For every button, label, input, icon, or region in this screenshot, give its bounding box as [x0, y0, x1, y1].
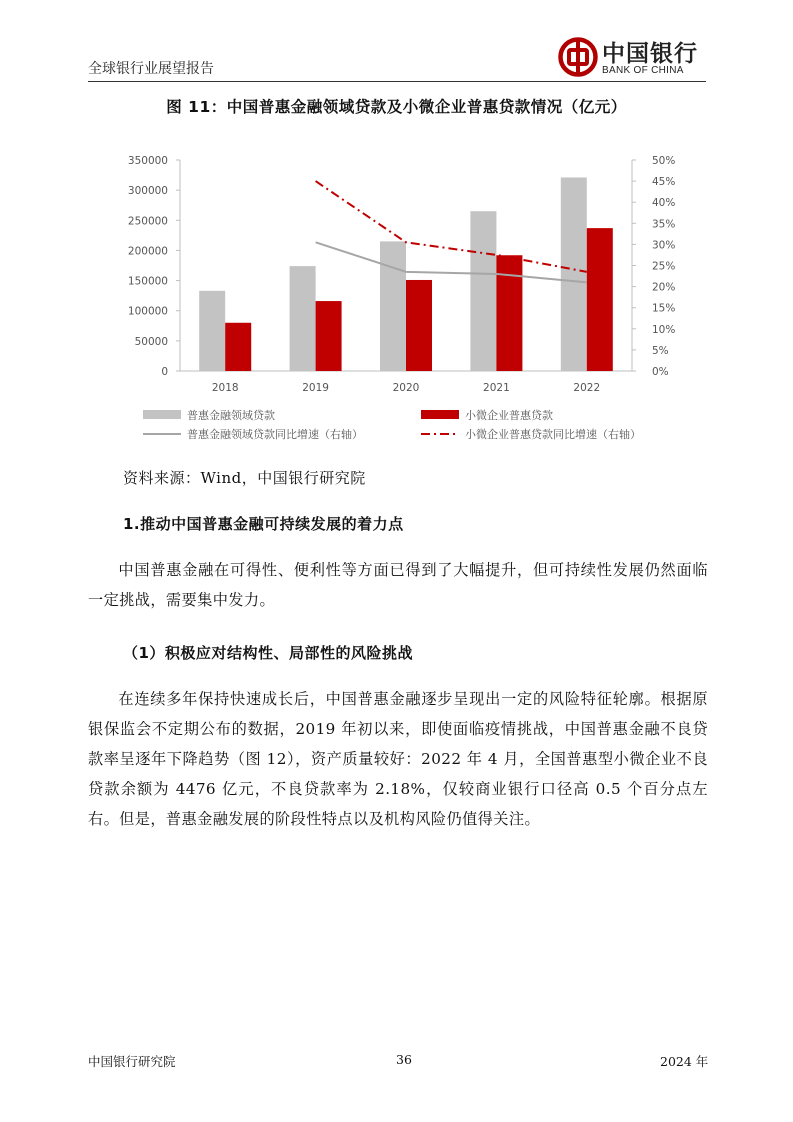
legend-label: 小微企业普惠贷款: [465, 409, 553, 422]
paragraph-2: 在连续多年保持快速成长后，中国普惠金融逐步呈现出一定的风险特征轮廓。根据原银保监会不定期公布的数据，2019 年初以来，即使面临疫情挑战，中国普惠金融不良贷款率呈逐年下降趋势（图 12），资产质量较好：2022 年 4 月，全国普惠型小微企业不良贷款余额为 4476 亿元，不良贷款率为 2.18%，仅较商业银行口径高 0.5 个百分点左右。但是，普惠金融发展的阶段性特点以及机构风险仍值得关注。: [88, 690, 708, 828]
bar-micro-small-loans: [587, 228, 613, 371]
legend-label: 普惠金融领域贷款: [187, 409, 275, 422]
left-axis-tick-label: 150000: [127, 275, 168, 288]
left-axis-tick-label: 300000: [127, 185, 168, 198]
right-axis-tick-label: 45%: [652, 176, 676, 189]
legend-label: 普惠金融领域贷款同比增速（右轴）: [187, 428, 363, 441]
right-axis-tick-label: 30%: [652, 239, 676, 252]
left-axis-tick-label: 350000: [127, 155, 168, 167]
footer-org: 中国银行研究院: [88, 1054, 176, 1069]
figure-title: 图 11：中国普惠金融领域贷款及小微企业普惠贷款情况（亿元）: [166, 98, 627, 116]
left-axis-tick-label: 0: [161, 366, 168, 378]
figure-source: 资料来源：Wind，中国银行研究院: [123, 469, 366, 487]
logo-chinese-name: 中国银行: [602, 40, 698, 67]
x-axis-tick-label: 2021: [483, 382, 510, 394]
left-axis-tick-label: 100000: [127, 305, 168, 318]
right-axis-tick-label: 0%: [652, 366, 669, 378]
bar-inclusive-loans: [199, 291, 225, 371]
right-axis-tick-label: 5%: [652, 344, 669, 357]
right-axis-tick-label: 50%: [652, 155, 676, 167]
line-micro-small-growth: [316, 181, 587, 272]
right-axis-tick-label: 35%: [652, 218, 676, 231]
right-axis-tick-label: 20%: [652, 281, 676, 294]
report-title: 全球银行业展望报告: [88, 61, 214, 77]
bar-micro-small-loans: [225, 323, 251, 371]
bar-inclusive-loans: [290, 266, 316, 371]
logo-english-name: BANK OF CHINA: [602, 65, 684, 76]
section-heading-2: （1）积极应对结构性、局部性的风险挑战: [123, 644, 413, 662]
right-axis-tick-label: 25%: [652, 260, 676, 273]
x-axis-tick-label: 2022: [573, 382, 601, 394]
left-axis-tick-label: 50000: [134, 335, 168, 348]
loan-chart: [0, 0, 793, 460]
paragraph-1: 中国普惠金融在可得性、便利性等方面已得到了大幅提升，但可持续性发展仍然面临一定挑战，需要集中发力。: [88, 561, 708, 609]
bar-micro-small-loans: [406, 280, 432, 371]
legend-swatch: [143, 410, 181, 419]
legend-swatch: [421, 410, 459, 419]
right-axis-tick-label: 15%: [652, 302, 676, 315]
left-axis-tick-label: 200000: [127, 245, 168, 258]
legend-label: 小微企业普惠贷款同比增速（右轴）: [465, 428, 641, 441]
right-axis-tick-label: 10%: [652, 323, 676, 336]
bar-micro-small-loans: [316, 301, 342, 371]
bar-inclusive-loans: [380, 241, 406, 371]
section-heading-1: 1.推动中国普惠金融可持续发展的着力点: [123, 515, 404, 533]
bar-inclusive-loans: [470, 211, 496, 371]
page-number: 36: [396, 1052, 412, 1067]
x-axis-tick-label: 2019: [302, 382, 329, 394]
left-axis-tick-label: 250000: [127, 215, 168, 228]
footer-year: 2024 年: [660, 1054, 709, 1069]
bar-micro-small-loans: [496, 255, 522, 371]
x-axis-tick-label: 2018: [211, 382, 239, 394]
right-axis-tick-label: 40%: [652, 197, 676, 210]
x-axis-tick-label: 2020: [392, 382, 420, 394]
bar-inclusive-loans: [561, 177, 587, 371]
